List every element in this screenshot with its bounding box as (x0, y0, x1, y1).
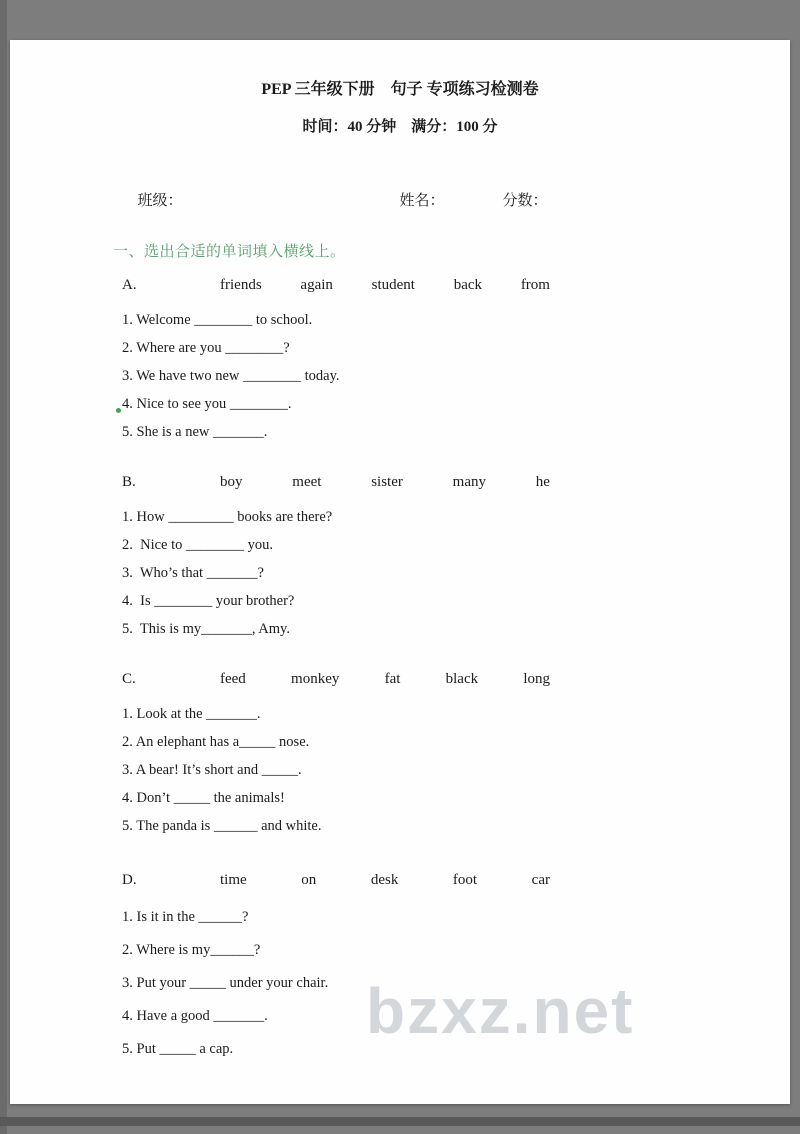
bank-word: meet (292, 474, 322, 490)
group-label: D. (122, 872, 137, 888)
bank-words (220, 872, 550, 889)
student-info-line (115, 172, 790, 227)
bank-word: many (452, 474, 486, 490)
section-one-heading: 一、选出合适的单词填入横线上。 (113, 244, 346, 260)
word-bank-d (122, 872, 790, 901)
bank-words (220, 474, 550, 491)
fill-blank-item: 3. Who’s that _______? (122, 565, 264, 581)
fill-blank-item: 5. She is a new _______. (122, 424, 268, 440)
word-group-a (122, 277, 790, 446)
fill-blank-item: 3. We have two new ________ today. (122, 368, 340, 384)
bank-word: car (531, 872, 550, 888)
bank-word: foot (452, 872, 478, 888)
bank-words (220, 671, 550, 688)
bank-word: sister (371, 474, 403, 490)
fill-blank-item: 5. This is my_______, Amy. (122, 621, 290, 637)
word-bank-c (122, 671, 790, 700)
bank-word: monkey (291, 671, 340, 687)
bank-word: again (300, 277, 333, 293)
bank-word: on (301, 872, 317, 888)
fill-blank-item: 1. How _________ books are there? (122, 509, 333, 525)
fill-blank-item: 2. Where are you ________? (122, 340, 290, 356)
bank-word: fat (384, 671, 401, 687)
fill-blank-item: 3. Put your _____ under your chair. (122, 975, 329, 991)
bank-word: from (520, 277, 550, 293)
fill-blank-item: 2. An elephant has a_____ nose. (122, 734, 310, 750)
bank-word: boy (220, 474, 243, 490)
bank-word: student (371, 277, 415, 293)
fill-blank-item: 2. Nice to ________ you. (122, 537, 274, 553)
group-label: B. (122, 474, 136, 490)
word-bank-a (122, 277, 790, 306)
fill-blank-item: 4. Don’t _____ the animals! (122, 790, 285, 806)
fill-blank-item: 5. Put _____ a cap. (122, 1041, 234, 1057)
fill-blank-item: 1. Welcome ________ to school. (122, 312, 313, 328)
time-score-line: 时间：40 分钟 满分：100 分 (302, 119, 498, 135)
document-page (10, 40, 790, 1104)
bank-word: long (523, 671, 550, 687)
bank-word: black (445, 671, 479, 687)
class-label: 班级： (137, 193, 183, 209)
name-label: 姓名： (399, 193, 445, 209)
bank-word: desk (370, 872, 399, 888)
word-group-b (122, 474, 790, 643)
fill-blank-item: 4. Have a good _______. (122, 1008, 268, 1024)
group-label: A. (122, 277, 137, 293)
bank-word: back (453, 277, 483, 293)
scan-edge-bottom (0, 1117, 800, 1126)
bank-word: he (535, 474, 550, 490)
fill-blank-item: 2. Where is my______? (122, 942, 261, 958)
fill-blank-item: 4. Nice to see you ________. (122, 396, 292, 412)
group-label: C. (122, 671, 136, 687)
scan-edge-left (0, 0, 7, 1134)
fill-blank-item: 3. A bear! It’s short and _____. (122, 762, 302, 778)
green-ink-dot (116, 408, 121, 413)
score-label: 分数： (502, 193, 548, 209)
site-watermark: bzxz.net (366, 975, 635, 1047)
fill-blank-item: 4. Is ________ your brother? (122, 593, 295, 609)
bank-word: feed (220, 671, 246, 687)
bank-word: time (220, 872, 247, 888)
fill-blank-item: 5. The panda is ______ and white. (122, 818, 322, 834)
fill-blank-item: 1. Is it in the ______? (122, 909, 249, 925)
bank-words (220, 277, 550, 294)
bank-word: friends (220, 277, 262, 293)
word-bank-b (122, 474, 790, 503)
document-title: PEP 三年级下册 句子 专项练习检测卷 (261, 81, 539, 98)
fill-blank-item: 1. Look at the _______. (122, 706, 261, 722)
word-group-c (122, 671, 790, 840)
